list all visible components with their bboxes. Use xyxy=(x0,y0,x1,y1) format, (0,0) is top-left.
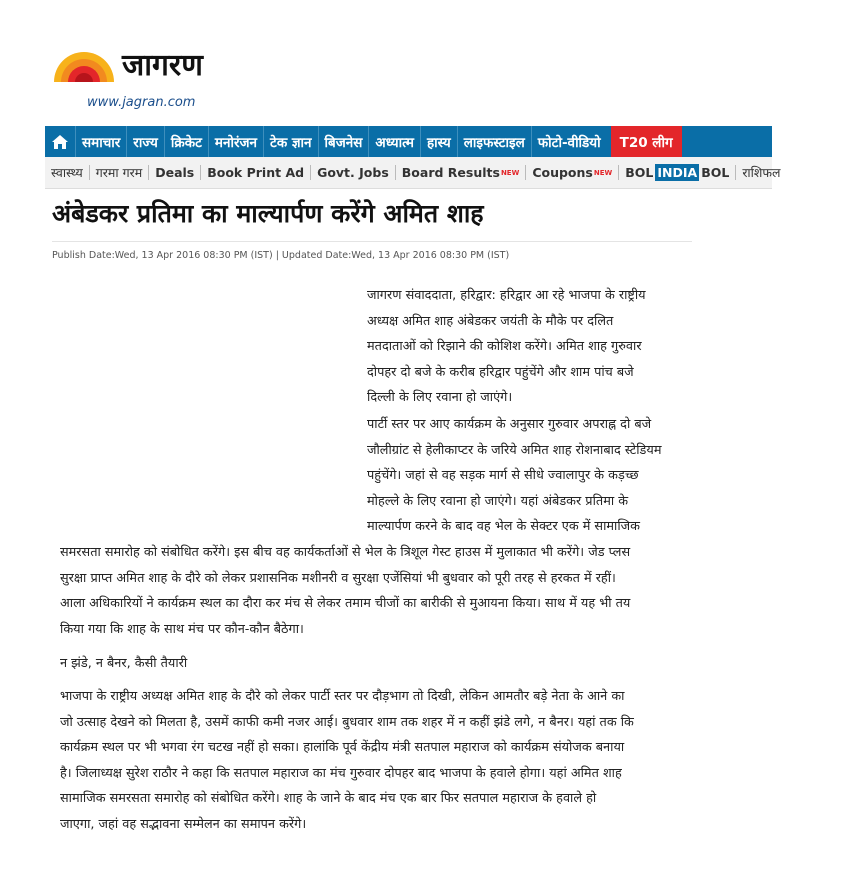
text-line: पहुंचेंगे। जहां से वह सड़क मार्ग से सीधे ज्वालापुर के कड़च्छ xyxy=(367,468,639,484)
subnav-item-board-results[interactable] xyxy=(395,165,526,180)
sunrise-logo-icon xyxy=(52,50,116,82)
text-line: सुरक्षा प्राप्त अमित शाह के दौरे को लेकर प्रशासनिक मशीनरी व सुरक्षा एजेंसियां भी बुधवार को पूरी तरह से हरकत में रहीं। xyxy=(60,570,616,586)
bol-india: INDIA xyxy=(657,165,698,180)
new-badge: NEW xyxy=(500,168,520,177)
text-line: समरसता समारोह को संबोधित करेंगे। इस बीच वह कार्यकर्ताओं से भेल के त्रिशूल गेस्ट हाउस में मुलाकात भी करेंगे। जेड प्लस xyxy=(60,545,631,560)
subnav-item[interactable]: Deals xyxy=(148,165,200,180)
text-line: किया गया कि शाह के साथ मंच पर कौन-कौन बैठेगा। xyxy=(60,621,304,637)
site-logo[interactable] xyxy=(52,46,203,86)
text-line: आला अधिकारियों ने कार्यक्रम स्थल का दौरा कर मंच से लेकर तमाम चीजों का बारीकी से मुआयना किया। साथ में यह भी तय xyxy=(60,596,631,612)
subnav-item[interactable]: Book Print Ad xyxy=(200,165,310,180)
nav-item[interactable]: हास्य xyxy=(420,126,457,157)
site-url[interactable]: www.jagran.com xyxy=(87,95,196,110)
text-line: पार्टी स्तर पर आए कार्यक्रम के अनुसार गुरुवार अपराह्न दो बजे xyxy=(367,417,652,432)
text-line: दिल्ली के लिए रवाना हो जाएंगे। xyxy=(367,390,513,406)
primary-nav xyxy=(45,126,772,157)
text-line: अध्यक्ष अमित शाह अंबेडकर जयंती के मौके पर दलित xyxy=(367,313,614,329)
nav-item[interactable]: क्रिकेट xyxy=(164,126,208,157)
article-para-2-start xyxy=(367,412,712,540)
nav-item-t20[interactable]: T20 लीग xyxy=(611,126,682,157)
title-divider xyxy=(52,241,692,242)
nav-item[interactable]: लाइफस्टाइल xyxy=(457,126,531,157)
article-dates: Publish Date:Wed, 13 Apr 2016 08:30 PM (IST) | Updated Date:Wed, 13 Apr 2016 08:30 PM (IST) xyxy=(52,250,510,261)
nav-item[interactable]: बिजनेस xyxy=(318,126,369,157)
nav-item[interactable]: समाचार xyxy=(75,126,126,157)
secondary-nav xyxy=(45,157,781,189)
article-para-1 xyxy=(367,283,712,411)
subnav-item-coupons[interactable] xyxy=(525,165,618,180)
nav-item[interactable]: अध्यात्म xyxy=(368,126,420,157)
text-line: है। जिलाध्यक्ष सुरेश राठौर ने कहा कि सतपाल महाराज का मंच गुरुवार दोपहर बाद भाजपा के हवाले होगा। यहां अमित शाह xyxy=(60,765,622,781)
article-title: अंबेडकर प्रतिमा का माल्यार्पण करेंगे अमित शाह xyxy=(52,199,484,228)
nav-item[interactable]: मनोरंजन xyxy=(208,126,263,157)
text-line: कार्यक्रम स्थल पर भी भगवा रंग चटख नहीं हो सका। हालांकि पूर्व केंद्रीय मंत्री सतपाल महाराज को कार्यक्रम संयोजक बनाया xyxy=(60,740,625,756)
article-para-3 xyxy=(60,684,710,838)
text-line: माल्यार्पण करने के बाद वह भेल के सेक्टर एक में सामाजिक xyxy=(367,519,641,535)
bol-left: BOL xyxy=(625,165,654,180)
text-line: भाजपा के राष्ट्रीय अध्यक्ष अमित शाह के दौरे को लेकर पार्टी स्तर पर दौड़भाग तो दिखी, लेकिन आमतौर बड़े नेता के आने का xyxy=(60,689,625,704)
text-line: सामाजिक समरसता समारोह को संबोधित करेंगे। शाह के जाने के बाद मंच एक बार फिर सतपाल महाराज के हवाले हो xyxy=(60,791,597,807)
text-line: जाएगा, जहां वह सद्भावना सम्मेलन का समापन करेंगे। xyxy=(60,816,307,832)
text-line: जौलीग्रांट से हेलीकाप्टर के जरिये अमित शाह रोशनाबाद स्टेडियम xyxy=(367,442,662,458)
logo-wordmark: जागरण xyxy=(122,48,203,83)
text-line: मोहल्ले के लिए रवाना हो जाएंगे। यहां अंबेडकर प्रतिमा के xyxy=(367,493,629,509)
text-line: दोपहर दो बजे के करीब हरिद्वार पहुंचेंगे और शाम पांच बजे xyxy=(367,364,634,380)
nav-item[interactable]: फोटो-वीडियो xyxy=(531,126,607,157)
text-line: जागरण संवाददाता, हरिद्वार: हरिद्वार आ रहे भाजपा के राष्ट्रीय xyxy=(367,288,646,303)
subnav-item-label: Coupons xyxy=(532,165,593,180)
nav-item[interactable]: टेक ज्ञान xyxy=(263,126,318,157)
subnav-item[interactable]: गरमा गरम xyxy=(89,165,148,180)
text-line: मतदाताओं को रिझाने की कोशिश करेंगे। अमित शाह गुरुवार xyxy=(367,339,642,355)
bol-india-link[interactable] xyxy=(618,165,735,180)
subnav-item[interactable]: स्वास्थ्य xyxy=(51,165,83,180)
subnav-item-rashifal[interactable]: राशिफल xyxy=(735,165,786,180)
nav-item[interactable]: राज्य xyxy=(126,126,164,157)
article-subheading: न झंडे, न बैनर, कैसी तैयारी xyxy=(60,656,188,671)
text-line: जो उत्साह देखने को मिलता है, उसमें काफी कमी नजर आई। बुधवार शाम तक शहर में न कहीं झंडे लगे, न बैनर। यहां तक कि xyxy=(60,714,634,730)
article-para-2-cont xyxy=(60,540,710,642)
subnav-item[interactable]: Govt. Jobs xyxy=(310,165,395,180)
bol-right: BOL xyxy=(701,165,730,180)
home-icon[interactable] xyxy=(45,126,75,157)
subnav-item-label: Board Results xyxy=(401,165,500,180)
new-badge: NEW xyxy=(593,168,613,177)
